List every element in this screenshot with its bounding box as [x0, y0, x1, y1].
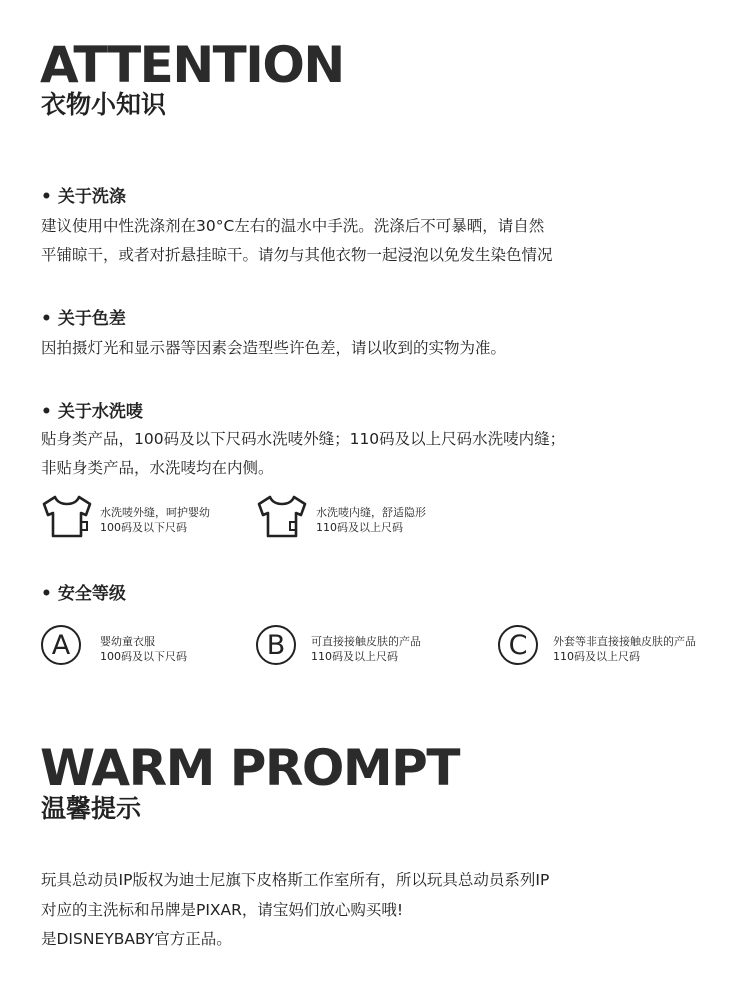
- wash-label-heading: [41, 404, 143, 421]
- grade-b-line: 110码及以上尺码: [311, 650, 398, 663]
- warm-prompt-text-line: 是DISNEYBABY官方正品。: [41, 930, 232, 948]
- attention-title: ATTENTION: [40, 36, 344, 94]
- washing-heading-label: 关于洗涤: [57, 187, 126, 207]
- grade-c-line: 110码及以上尺码: [553, 650, 640, 663]
- wash-label-heading-label: 关于水洗唛: [57, 402, 143, 422]
- warm-prompt-text-line: 对应的主洗标和吊牌是PIXAR，请宝妈们放心购买哦!: [41, 901, 404, 919]
- bullet: •: [41, 402, 52, 422]
- color-diff-text-line: 因拍摄灯光和显示器等因素会造型些许色差，请以收到的实物为准。: [41, 339, 507, 357]
- grade-c-icon: C: [498, 625, 538, 665]
- bullet: •: [41, 584, 52, 604]
- wash-label-item-line: 水洗唛内缝，舒适隐形: [316, 506, 426, 519]
- washing-heading: [41, 189, 126, 206]
- wash-label-item-line: 100码及以下尺码: [100, 521, 187, 534]
- safety-heading: [41, 586, 126, 603]
- color-diff-heading-label: 关于色差: [57, 309, 126, 329]
- tshirt-outer-label-icon: [40, 494, 94, 540]
- grade-a-line: 婴幼童衣服: [100, 635, 155, 648]
- wash-label-item-line: 水洗唛外缝，呵护婴幼: [100, 506, 210, 519]
- grade-a-line: 100码及以下尺码: [100, 650, 187, 663]
- warm-prompt-text-line: 玩具总动员IP版权为迪士尼旗下皮格斯工作室所有，所以玩具总动员系列IP: [41, 871, 550, 889]
- wash-label-text-line: 贴身类产品，100码及以下尺码水洗唛外缝；110码及以上尺码水洗唛内缝；: [41, 430, 566, 448]
- warm-prompt-title: WARM PROMPT: [40, 739, 459, 797]
- grade-a-icon: A: [41, 625, 81, 665]
- warm-prompt-subtitle: 温馨提示: [41, 794, 142, 823]
- washing-text-line: 建议使用中性洗涤剂在30°C左右的温水中手洗。洗涤后不可暴晒，请自然: [41, 217, 545, 235]
- grade-c-line: 外套等非直接接触皮肤的产品: [553, 635, 696, 648]
- color-diff-heading: [41, 311, 126, 328]
- bullet: •: [41, 187, 52, 207]
- attention-subtitle: 衣物小知识: [41, 90, 167, 119]
- wash-label-text-line: 非贴身类产品，水洗唛均在内侧。: [41, 459, 274, 477]
- washing-text-line: 平铺晾干，或者对折悬挂晾干。请勿与其他衣物一起浸泡以免发生染色情况: [41, 246, 553, 264]
- grade-b-line: 可直接接触皮肤的产品: [311, 635, 421, 648]
- wash-label-item-line: 110码及以上尺码: [316, 521, 403, 534]
- safety-heading-label: 安全等级: [57, 584, 126, 604]
- grade-b-icon: B: [256, 625, 296, 665]
- tshirt-inner-label-icon: [255, 494, 309, 540]
- bullet: •: [41, 309, 52, 329]
